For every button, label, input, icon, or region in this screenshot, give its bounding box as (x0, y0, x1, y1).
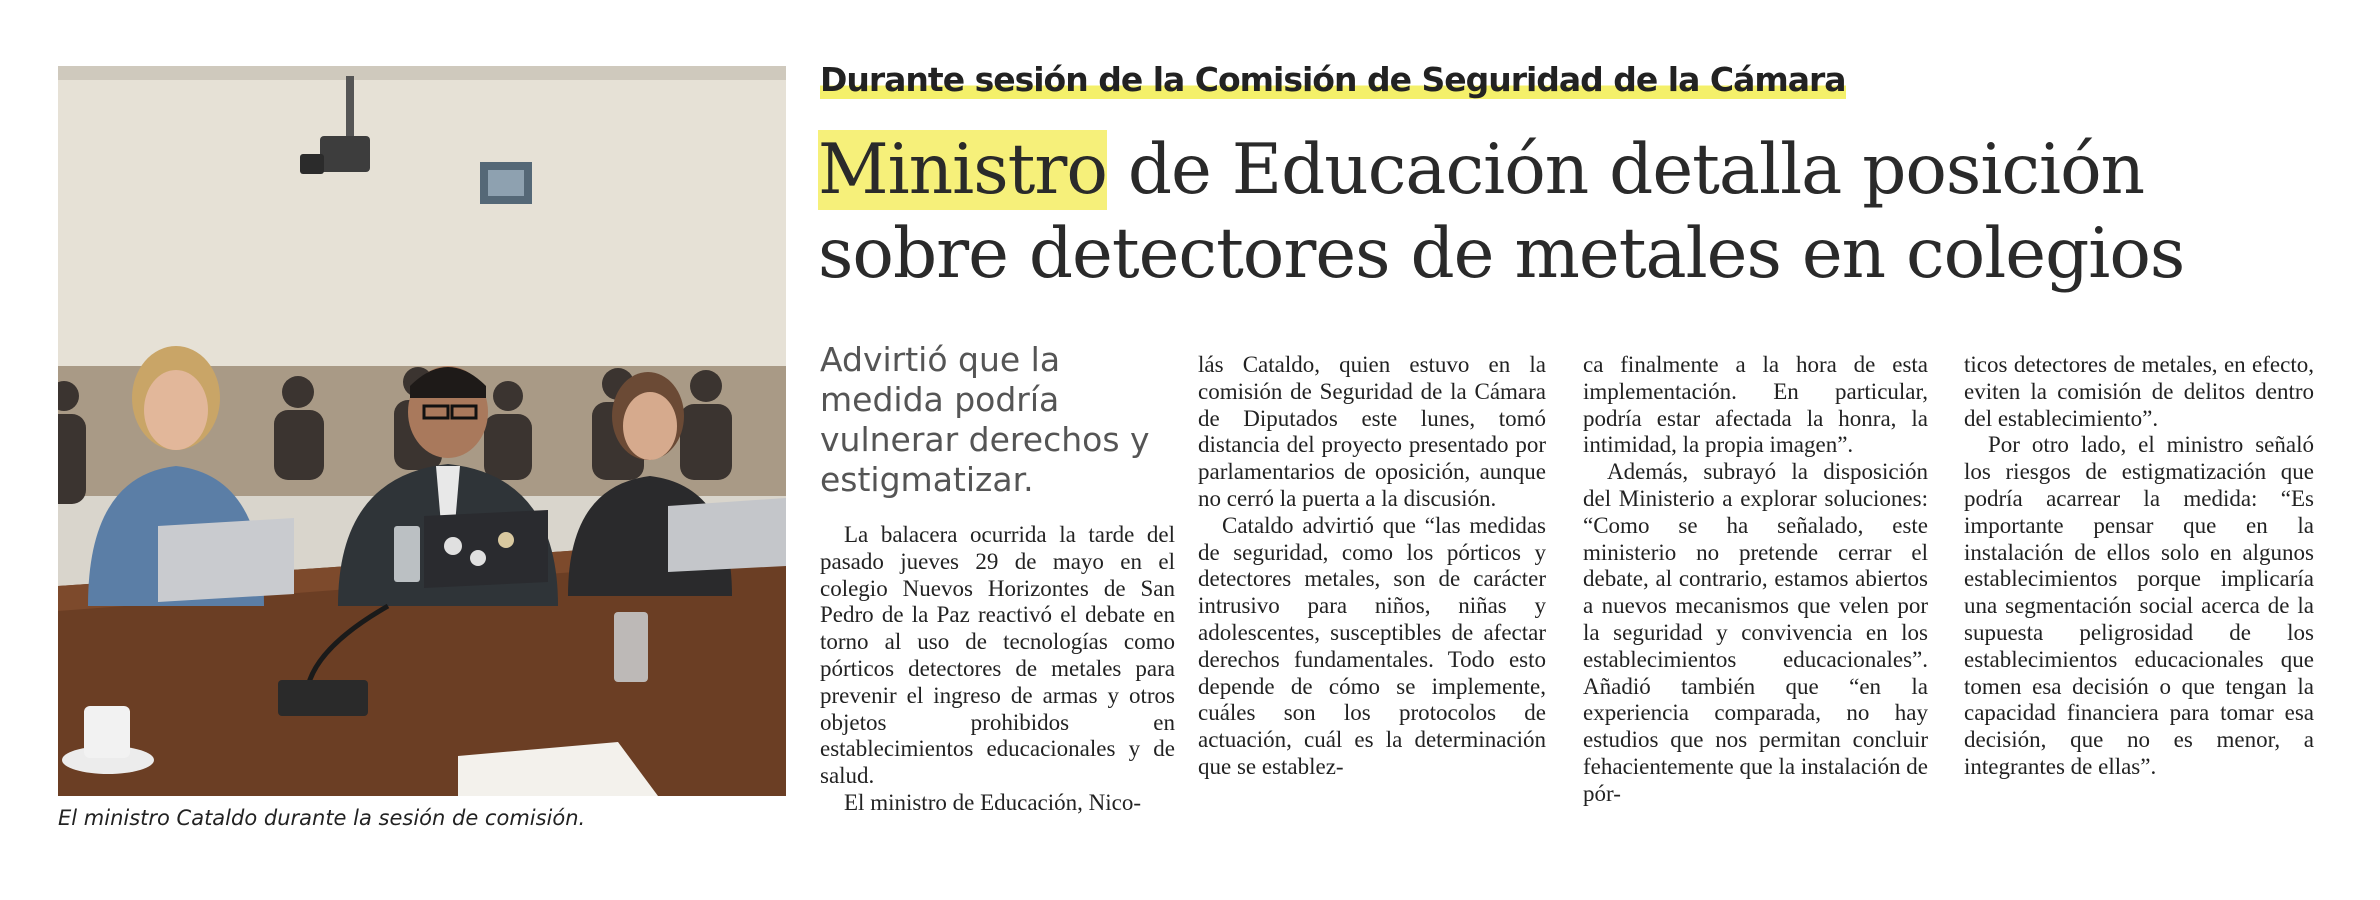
kicker (820, 60, 1846, 99)
column-1 (820, 522, 1175, 817)
column-3 (1583, 352, 1928, 808)
col3-paragraph-2: Además, subrayó la disposición del Ministerio a explorar soluciones: “Como se ha señalado, este ministerio no pretende cerrar el debate, al contrario, estamos abiertos a nuevos mecanismos que velen por la seguridad y convivencia en los establecimientos educacionales”. Añadió también que “en la experiencia comparada, no hay estudios que nos permitan concluir fehacientemente que la instalación de pór- (1583, 459, 1928, 806)
col2-paragraph-2: Cataldo advirtió que “las medidas de seguridad, como los pórticos y detectores metales, son de carácter intrusivo para niños, niñas y adolescentes, susceptibles de afectar derechos fundamentales. Todo esto depende de cómo se implemente, cuáles son los protocolos de actuación, cuál es la determinación que se establez- (1198, 512, 1546, 779)
headline-line-1-rest: de Educación detalla posición (1127, 130, 2145, 210)
headline (818, 128, 2338, 296)
column-2 (1198, 352, 1546, 781)
lead-subtitle: Advirtió que la medida podría vulnerar derechos y estigmatizar. (820, 340, 1150, 499)
col2-paragraph-1: lás Cataldo, quien estuvo en la comisión de Seguridad de la Cámara de Diputados este lunes, tomó distancia del proyecto presentado por parlamentarios de oposición, aunque no cerró la puerta a la discusión. (1198, 352, 1546, 511)
col4-paragraph-1: ticos detectores de metales, en efecto, eviten la comisión de delitos dentro del establecimiento”. (1964, 352, 2314, 431)
headline-highlighted-word: Ministro (818, 130, 1107, 210)
kicker-text: Durante sesión de la Comisión de Seguridad de la Cámara (820, 60, 1846, 99)
column-4 (1964, 352, 2314, 781)
col4-paragraph-2: Por otro lado, el ministro señaló los riesgos de estigmatización que podría acarrear la medida: “Es importante pensar que en la instalación de ellos solo en algunos establecimientos porque implicaría una segmentación social acerca de la supuesta peligrosidad de los establecimientos educacionales que tomen esa decisión o que tengan la capacidad financiera para tomar esa decisión, que no es menor, a integrantes de ellas”. (1964, 432, 2314, 779)
col1-paragraph-1: La balacera ocurrida la tarde del pasado jueves 29 de mayo en el colegio Nuevos Horizontes de San Pedro de la Paz reactivó el debate en torno al uso de tecnologías como pórticos detectores de metales para prevenir el ingreso de armas y otros objetos prohibidos en establecimientos educacionales y de salud. (820, 522, 1175, 789)
col3-paragraph-1: ca finalmente a la hora de esta implementación. En particular, podría estar afectada la honra, la intimidad, la propia imagen”. (1583, 352, 1928, 458)
col1-paragraph-2: El ministro de Educación, Nico- (844, 789, 1142, 815)
article-photo (58, 66, 786, 796)
headline-line-2: sobre detectores de metales en colegios (818, 214, 2185, 294)
photo-caption: El ministro Cataldo durante la sesión de comisión. (58, 806, 586, 830)
